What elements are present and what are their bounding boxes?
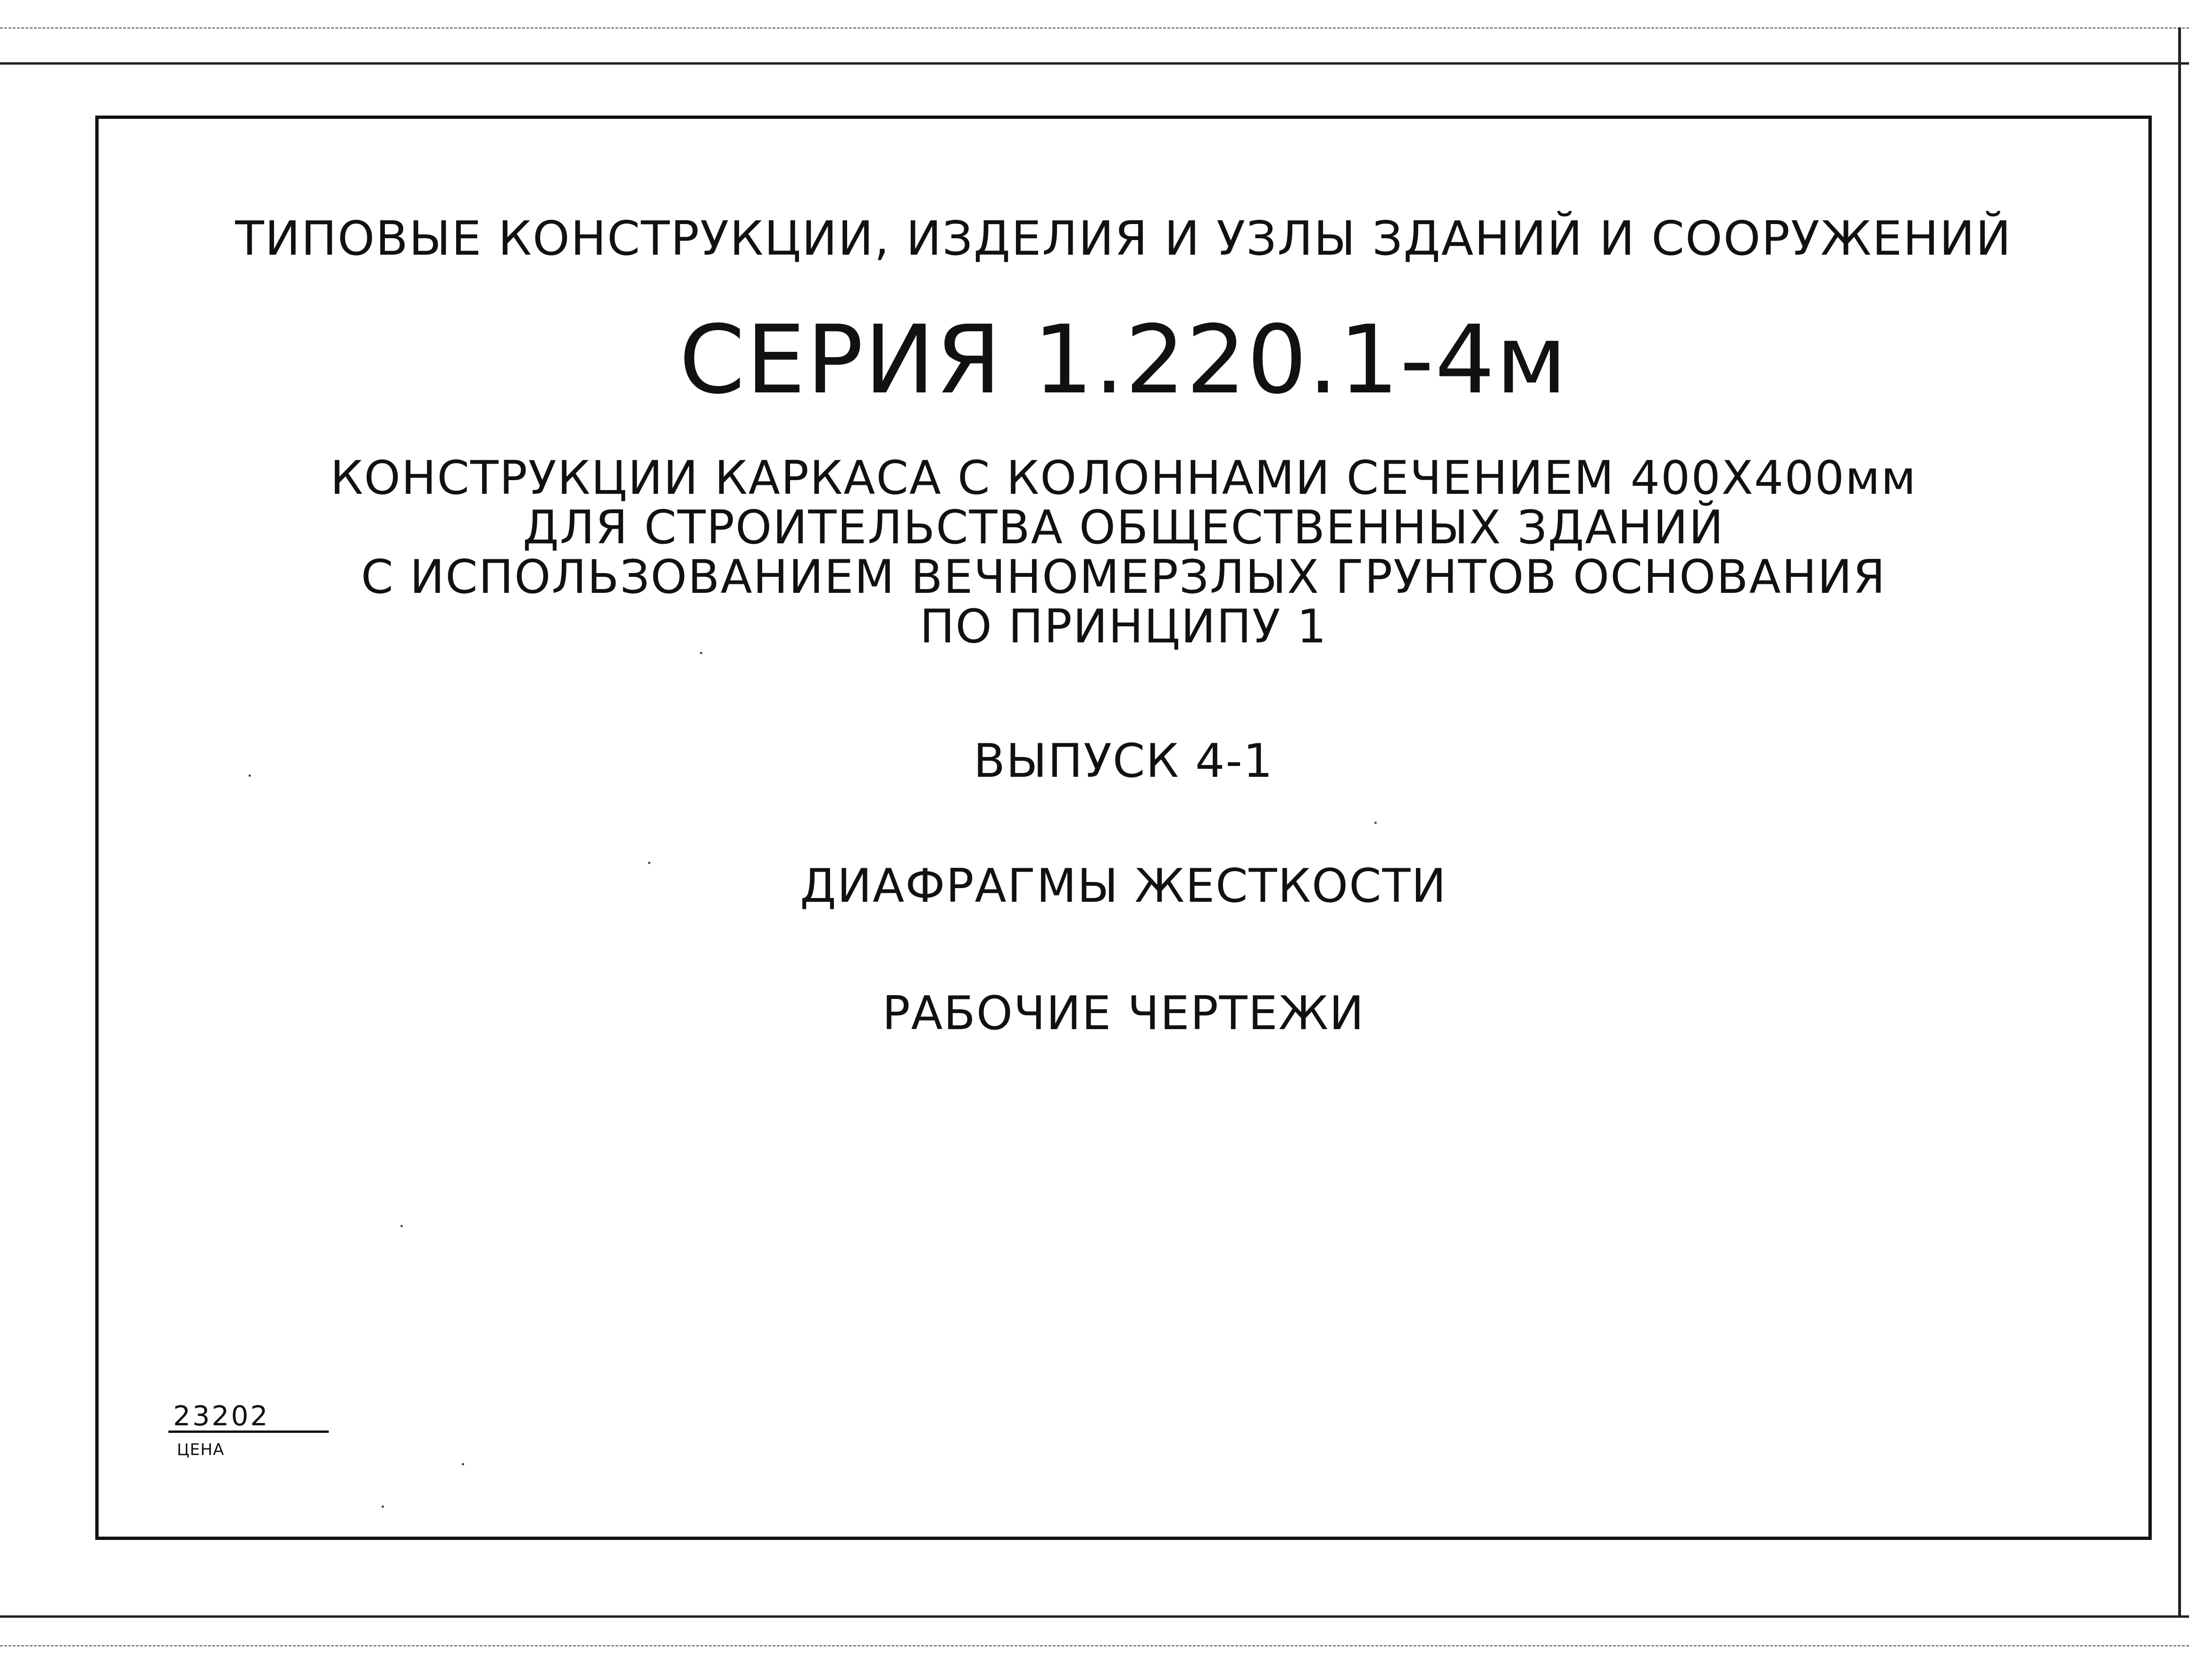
- description-line-3: С ИСПОЛЬЗОВАНИЕМ ВЕЧНОМЕРЗЛЫХ ГРУНТОВ ОСНОВАНИЯ: [361, 550, 1886, 604]
- scan-speck: [249, 774, 251, 777]
- scan-speck: [400, 1225, 403, 1227]
- document-subject: ДИАФРАГМЫ ЖЕСТКОСТИ: [800, 859, 1447, 913]
- scan-edge-right: [2178, 27, 2181, 1617]
- scan-edge-bottom-outer: [0, 1645, 2189, 1647]
- description-line-2: ДЛЯ СТРОИТЕЛЬСТВА ОБЩЕСТВЕННЫХ ЗДАНИЙ: [523, 501, 1724, 555]
- price-number: 23202: [168, 1402, 329, 1433]
- scan-speck: [648, 862, 650, 864]
- document-kind: РАБОЧИЕ ЧЕРТЕЖИ: [882, 987, 1365, 1040]
- price-label: ЦЕНА: [177, 1440, 225, 1459]
- description-line-4: ПО ПРИНЦИПУ 1: [919, 600, 1328, 654]
- scan-speck: [1374, 822, 1377, 824]
- scan-speck: [462, 1463, 464, 1465]
- price-block: [168, 1402, 329, 1459]
- issue-number: ВЫПУСК 4-1: [973, 734, 1274, 788]
- scan-edge-top-outer: [0, 27, 2189, 29]
- series-title: СЕРИЯ 1.220.1-4м: [679, 305, 1568, 415]
- title-sheet-frame: [95, 116, 2152, 1540]
- scan-edge-top-inner: [0, 62, 2189, 65]
- document-header: ТИПОВЫЕ КОНСТРУКЦИИ, ИЗДЕЛИЯ И УЗЛЫ ЗДАНИЙ И СООРУЖЕНИЙ: [235, 211, 2012, 266]
- scan-speck: [382, 1505, 384, 1508]
- scan-speck: [700, 652, 702, 654]
- description-line-1: КОНСТРУКЦИИ КАРКАСА С КОЛОННАМИ СЕЧЕНИЕМ 400Х400мм: [330, 451, 1917, 505]
- scan-edge-bottom-inner: [0, 1615, 2189, 1618]
